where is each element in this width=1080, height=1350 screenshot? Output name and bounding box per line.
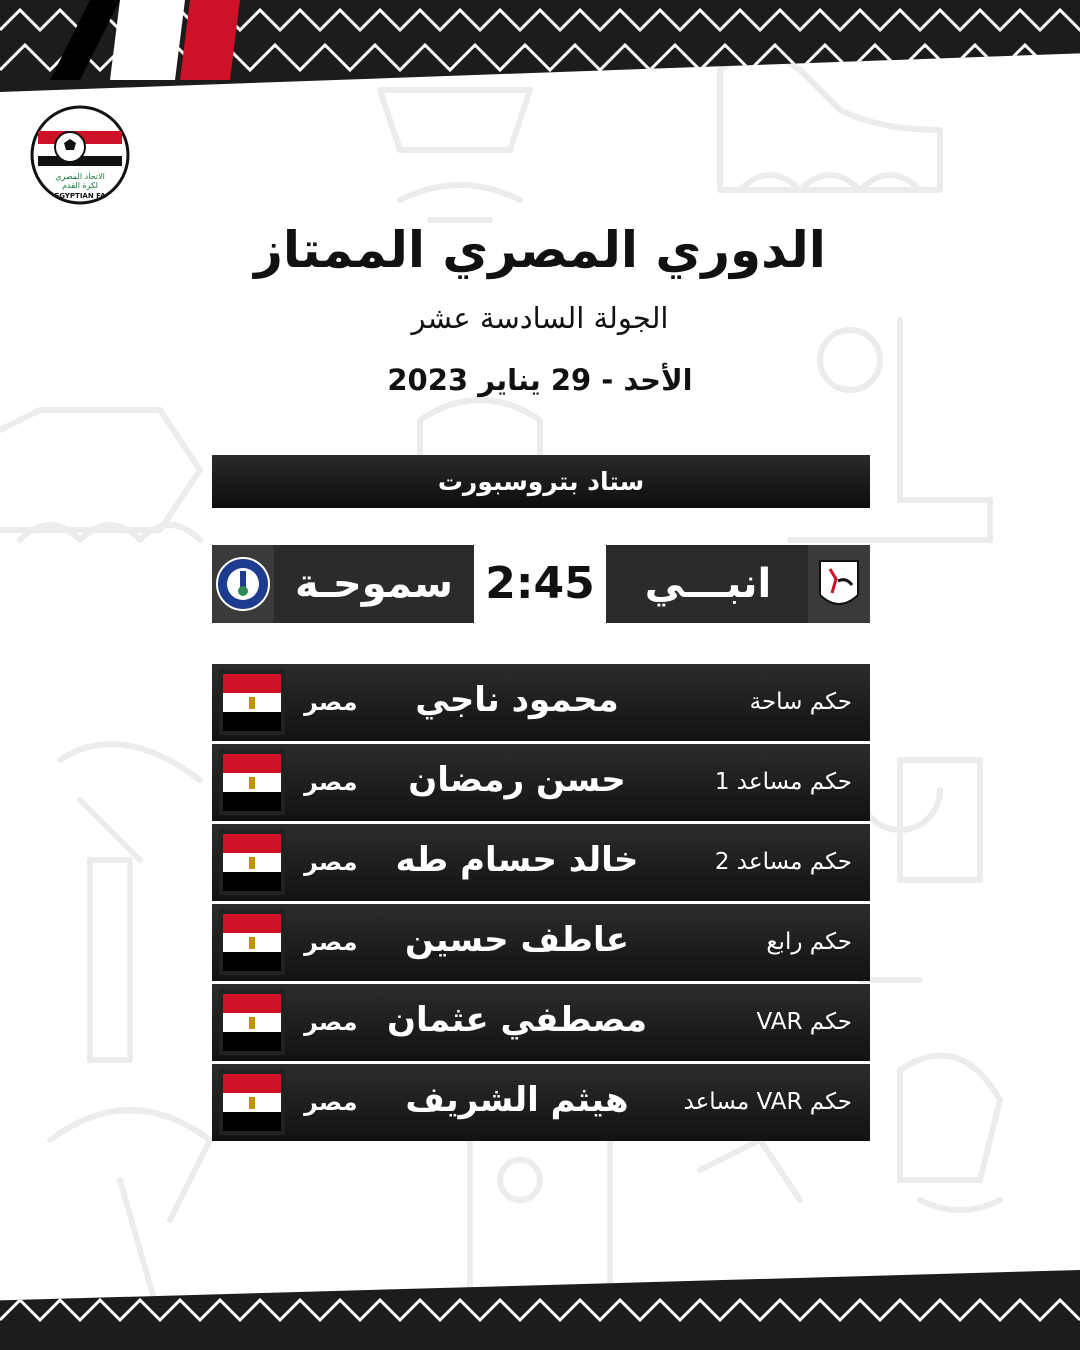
kickoff-time: 2:45: [474, 545, 606, 623]
egypt-flag-icon: [219, 670, 285, 735]
svg-text:الاتحاد المصري: الاتحاد المصري: [55, 172, 105, 181]
referee-country: مصر: [304, 688, 358, 716]
referee-row: [212, 904, 870, 981]
egypt-flag-icon: [219, 990, 285, 1055]
referee-role: حكم VAR مساعد: [683, 1089, 852, 1115]
egyptian-fa-logo: [30, 105, 130, 205]
referee-row: [212, 984, 870, 1061]
referee-name: حسن رمضان: [408, 760, 626, 800]
round-label: الجولة السادسة عشر: [411, 301, 669, 335]
match-date: الأحد - 29 يناير 2023: [387, 363, 693, 397]
referees-list: [212, 664, 870, 1144]
stadium-banner: ستاد بتروسبورت: [212, 455, 870, 508]
referee-row: [212, 1064, 870, 1141]
egypt-flag-icon: [219, 910, 285, 975]
egypt-flag-icon: [219, 830, 285, 895]
away-team-name: سموحـة: [295, 561, 453, 607]
referee-name: خالد حسام طه: [395, 840, 639, 880]
svg-text:EGYPTIAN FA: EGYPTIAN FA: [54, 192, 106, 200]
referee-row: [212, 824, 870, 901]
away-team-badge: [212, 545, 274, 623]
header: [0, 218, 1080, 400]
home-team-name: انبـــي: [644, 561, 772, 607]
referee-role: حكم مساعد 2: [714, 849, 852, 875]
smouha-crest-icon: [212, 545, 274, 623]
referee-role: حكم VAR: [756, 1009, 852, 1035]
egypt-flag-icon: [219, 1070, 285, 1135]
match-bar: [212, 545, 870, 623]
referee-country: مصر: [304, 928, 358, 956]
referee-name: هيثم الشريف: [405, 1080, 629, 1120]
referee-name: عاطف حسين: [405, 920, 629, 960]
referee-country: مصر: [304, 848, 358, 876]
referee-country: مصر: [304, 768, 358, 796]
referee-role: حكم مساعد 1: [714, 769, 852, 795]
league-title: الدوري المصري الممتاز: [254, 221, 826, 279]
referee-name: مصطفي عثمان: [386, 1000, 648, 1040]
referee-name: محمود ناجي: [415, 680, 619, 720]
referee-role: حكم رابع: [766, 929, 852, 955]
referee-role: حكم ساحة: [749, 689, 852, 715]
enppi-crest-icon: [808, 545, 870, 623]
referee-row: [212, 664, 870, 741]
egypt-flag-ribbon-icon: [50, 0, 240, 80]
home-team-badge: [808, 545, 870, 623]
egypt-flag-icon: [219, 750, 285, 815]
referee-country: مصر: [304, 1008, 358, 1036]
referee-country: مصر: [304, 1088, 358, 1116]
svg-text:لكرة القدم: لكرة القدم: [62, 181, 98, 190]
referee-row: [212, 744, 870, 821]
